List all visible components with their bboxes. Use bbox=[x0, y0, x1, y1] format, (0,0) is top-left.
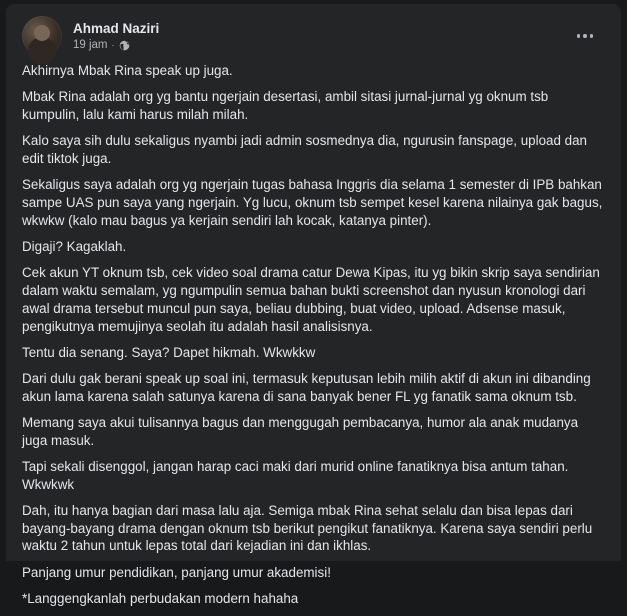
more-options-button[interactable] bbox=[571, 22, 599, 50]
post-paragraph: Dari dulu gak berani speak up soal ini, termasuk keputusan lebih milih aktif di akun ini dibanding akun lama karena salah satunya karena di sana banyak bener FL yg fanatik sama oknum tsb. bbox=[22, 370, 591, 404]
post-paragraph: Mbak Rina adalah org yg bantu ngerjain desertasi, ambil sitasi jurnal-jurnal yg oknum tsb kumpulin, lalu kami harus milah milah. bbox=[22, 89, 549, 122]
post-paragraph: Panjang umur pendidikan, panjang umur akademisi! bbox=[22, 564, 331, 580]
post-paragraph: Dah, itu hanya bagian dari masa lalu aja. Semiga mbak Rina sehat selalu dan bisa lepas dari bayang-bayang drama dengan oknum tsb berikut pengikut fanatiknya. Karena saya sendiri perlu waktu 2 tahun untuk lepas total dari kejadian ini dan ikhlas. bbox=[22, 502, 593, 554]
post-paragraph: *Langgengkanlah perbudakan modern hahaha bbox=[22, 590, 299, 606]
post-paragraph: Cek akun YT oknum tsb, cek video soal drama catur Dewa Kipas, itu yg bikin skrip saya sendirian dalam waktu semalam, yg ngumpulin semua bahan bukti screenshot dan nyusun kronologi dari awal drama tersebut muncul pun saya, beliau dubbing, buat video, upload. Adsense masuk, pengikutnya memujinya seolah itu adalah hasil analisisnya. bbox=[22, 265, 600, 334]
author-name[interactable]: Ahmad Naziri bbox=[73, 20, 160, 36]
post-subline bbox=[73, 38, 159, 53]
post-paragraph: Kalo saya sih dulu sekaligus nyambi jadi admin sosmednya dia, ngurusin fanspage, upload dan edit tiktok juga. bbox=[22, 133, 587, 166]
post-text bbox=[22, 62, 607, 616]
post-card bbox=[6, 4, 621, 606]
post-meta bbox=[73, 20, 159, 53]
post-paragraph: Tentu dia senang. Saya? Dapet hikmah. Wkwkkw bbox=[22, 344, 316, 360]
post-header bbox=[22, 16, 605, 56]
post-paragraph: Memang saya akui tulisannya bagus dan menggugah pembacanya, humor ala anak mudanya juga masuk. bbox=[22, 414, 579, 448]
post-paragraph: Tapi sekali disenggol, jangan harap caci maki dari murid online fanatiknya bisa antum tahan. Wkwkwk bbox=[22, 458, 569, 492]
post-paragraph: Digaji? Kagaklah. bbox=[22, 238, 127, 254]
post-paragraph: Sekaligus saya adalah org yg ngerjain tugas bahasa Inggris dia selama 1 semester di IPB bahkan sampe UAS pun saya yang ngerjain. Yg lucu, oknum tsb sempet kesel karena nilainya gak bagus, wkwkw (kalo mau bagus ya kerjain sendiri lah kocak, katanya pinter). bbox=[22, 177, 603, 228]
separator-dot: · bbox=[111, 39, 115, 50]
avatar[interactable] bbox=[22, 16, 62, 56]
post-paragraph: Akhirnya Mbak Rina speak up juga. bbox=[22, 63, 233, 78]
globe-icon[interactable] bbox=[119, 40, 130, 51]
post-time[interactable]: 19 jam bbox=[73, 38, 108, 51]
more-horizontal-icon bbox=[577, 34, 594, 38]
